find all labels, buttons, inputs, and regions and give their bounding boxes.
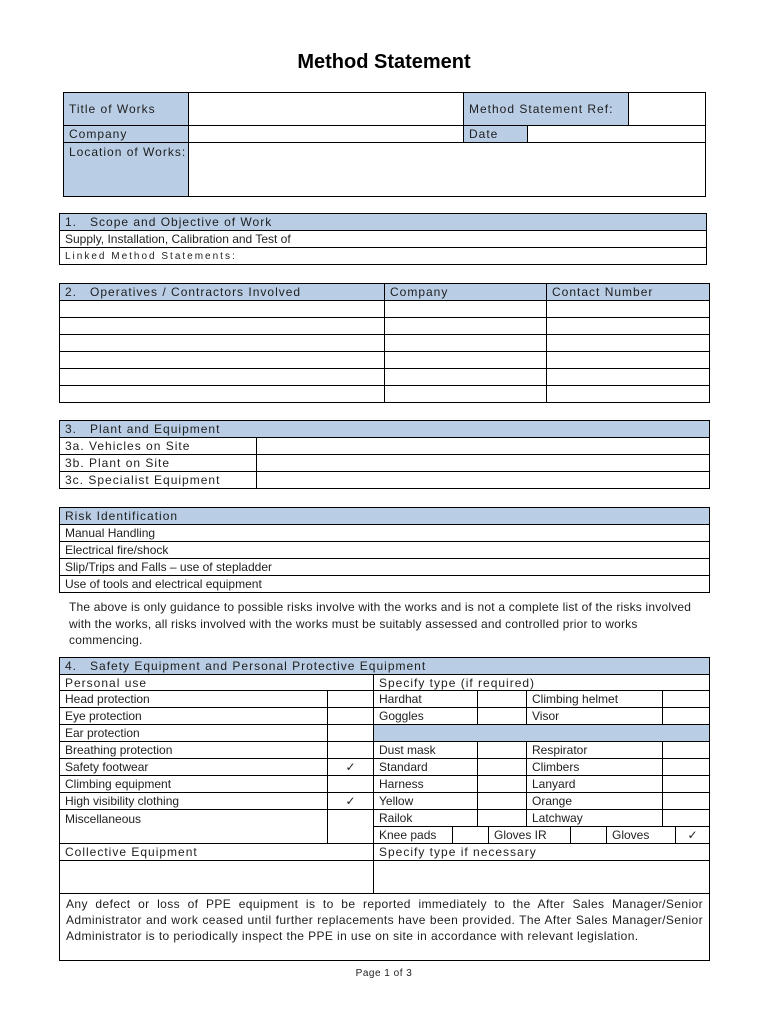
company-label: Company	[63, 125, 189, 143]
ppe-type-b-box	[662, 775, 710, 793]
location-of-works-value	[188, 142, 706, 197]
operatives-cell	[384, 368, 547, 386]
ppe-type-b: Climbers	[526, 758, 663, 776]
plant-item-value	[256, 471, 710, 489]
ppe-item-label: Head protection	[59, 690, 328, 708]
ppe-type-b: Orange	[526, 792, 663, 810]
plant-item-value	[256, 437, 710, 455]
operatives-cell	[384, 317, 547, 335]
ppe-item-check	[327, 707, 374, 725]
operatives-cell	[546, 385, 710, 403]
operatives-heading: 2. Operatives / Contractors Involved	[59, 283, 385, 301]
ppe-item-check	[327, 775, 374, 793]
ppe-type-b-box	[662, 690, 710, 708]
plant-item-label: 3b. Plant on Site	[59, 454, 257, 472]
ppe-type-a: Dust mask	[373, 741, 478, 759]
risk-item: Manual Handling	[59, 524, 710, 542]
location-of-works-label: Location of Works:	[63, 142, 189, 197]
operatives-cell	[384, 351, 547, 369]
ppe-item-label: Ear protection	[59, 724, 328, 742]
operatives-cell	[384, 385, 547, 403]
date-value	[527, 125, 706, 143]
ppe-type-b: Latchway	[526, 809, 663, 827]
ppe-type-b: Respirator	[526, 741, 663, 759]
risk-guidance-note: The above is only guidance to possible risks involve with the works and is not a complete list of the risks involved with the works, all risks involved with the works must be suitably assessed and controlled prior to works commencing.	[69, 600, 692, 647]
method-statement-ref-label: Method Statement Ref:	[463, 92, 629, 126]
ppe-misc-type: Knee pads	[373, 826, 453, 844]
title-of-works-label: Title of Works	[63, 92, 189, 126]
ppe-type-b: Climbing helmet	[526, 690, 663, 708]
ppe-item-check	[327, 690, 374, 708]
ppe-item-check	[327, 741, 374, 759]
ppe-type-b-box	[662, 809, 710, 827]
specify-type-label: Specify type (if required)	[373, 674, 710, 691]
ppe-type-a: Standard	[373, 758, 478, 776]
ppe-type-b-box	[662, 758, 710, 776]
personal-use-label: Personal use	[59, 674, 374, 691]
ppe-item-check: ✓	[327, 758, 374, 776]
operatives-cell	[546, 300, 710, 318]
ppe-item-label: Climbing equipment	[59, 775, 328, 793]
operatives-cell	[59, 300, 385, 318]
plant-item-label: 3c. Specialist Equipment	[59, 471, 257, 489]
operatives-cell	[59, 351, 385, 369]
ppe-type-a-box	[477, 809, 527, 827]
ppe-item-label: Breathing protection	[59, 741, 328, 759]
collective-specify-label: Specify type if necessary	[373, 843, 710, 861]
ppe-type-a-box	[477, 758, 527, 776]
risk-item: Use of tools and electrical equipment	[59, 575, 710, 593]
ppe-type-b: Visor	[526, 707, 663, 725]
ppe-item-label: Miscellaneous	[59, 809, 328, 844]
operatives-cell	[59, 334, 385, 352]
page-title: Method Statement	[297, 51, 471, 73]
ppe-misc-type: Gloves	[606, 826, 676, 844]
ppe-item-check: ✓	[327, 792, 374, 810]
ppe-defect-note: Any defect or loss of PPE equipment is to be reported immediately to the After Sales Manager/Senior Administrator and work ceased until further replacements have been provided. The After Sales Manager/Senior Administrator is to periodically inspect the PPE in use on site in accordance with relevant legislation.	[59, 893, 710, 961]
operatives-cell	[384, 300, 547, 318]
operatives-cell	[59, 385, 385, 403]
ppe-item-label: Eye protection	[59, 707, 328, 725]
ppe-item-check	[327, 724, 374, 742]
ppe-misc-type: Gloves IR	[488, 826, 571, 844]
ppe-type-a: Railok	[373, 809, 478, 827]
ppe-misc-box	[570, 826, 607, 844]
risk-item: Electrical fire/shock	[59, 541, 710, 559]
ppe-type-a: Yellow	[373, 792, 478, 810]
operatives-company-header: Company	[384, 283, 547, 301]
ppe-item-label: Safety footwear	[59, 758, 328, 776]
risk-heading: Risk Identification	[59, 507, 710, 525]
operatives-cell	[546, 368, 710, 386]
operatives-cell	[546, 317, 710, 335]
method-statement-ref-value	[628, 92, 706, 126]
ppe-misc-box	[452, 826, 489, 844]
linked-method-statements-label: Linked Method Statements:	[59, 247, 707, 265]
ppe-type-a-box	[477, 792, 527, 810]
collective-specify-value	[373, 860, 710, 894]
ppe-type-a: Goggles	[373, 707, 478, 725]
company-value	[188, 125, 464, 143]
ppe-type-a-box	[477, 741, 527, 759]
collective-equipment-value	[59, 860, 374, 894]
operatives-cell	[546, 334, 710, 352]
ppe-type-a-box	[477, 690, 527, 708]
operatives-contact-header: Contact Number	[546, 283, 710, 301]
operatives-cell	[546, 351, 710, 369]
ppe-heading: 4. Safety Equipment and Personal Protective Equipment	[59, 657, 710, 675]
operatives-cell	[59, 368, 385, 386]
ppe-item-check	[327, 809, 374, 844]
ppe-type-a: Hardhat	[373, 690, 478, 708]
ppe-type-a-box	[477, 707, 527, 725]
ppe-type-a: Harness	[373, 775, 478, 793]
plant-heading: 3. Plant and Equipment	[59, 420, 710, 438]
plant-item-value	[256, 454, 710, 472]
ppe-item-label: High visibility clothing	[59, 792, 328, 810]
ppe-type-b-box	[662, 741, 710, 759]
ppe-type-b: Lanyard	[526, 775, 663, 793]
date-label: Date	[463, 125, 528, 143]
ppe-misc-check: ✓	[675, 826, 710, 844]
ppe-type-a-box	[477, 775, 527, 793]
scope-description: Supply, Installation, Calibration and Test of	[59, 230, 707, 248]
page-number: Page 1 of 3	[355, 968, 413, 979]
ppe-type-b-box	[662, 792, 710, 810]
ppe-shaded-cell	[373, 724, 710, 742]
operatives-cell	[59, 317, 385, 335]
collective-equipment-label: Collective Equipment	[59, 843, 374, 861]
operatives-cell	[384, 334, 547, 352]
plant-item-label: 3a. Vehicles on Site	[59, 437, 257, 455]
risk-item: Slip/Trips and Falls – use of stepladder	[59, 558, 710, 576]
title-of-works-value	[188, 92, 464, 126]
scope-heading: 1. Scope and Objective of Work	[59, 213, 707, 231]
ppe-type-b-box	[662, 707, 710, 725]
